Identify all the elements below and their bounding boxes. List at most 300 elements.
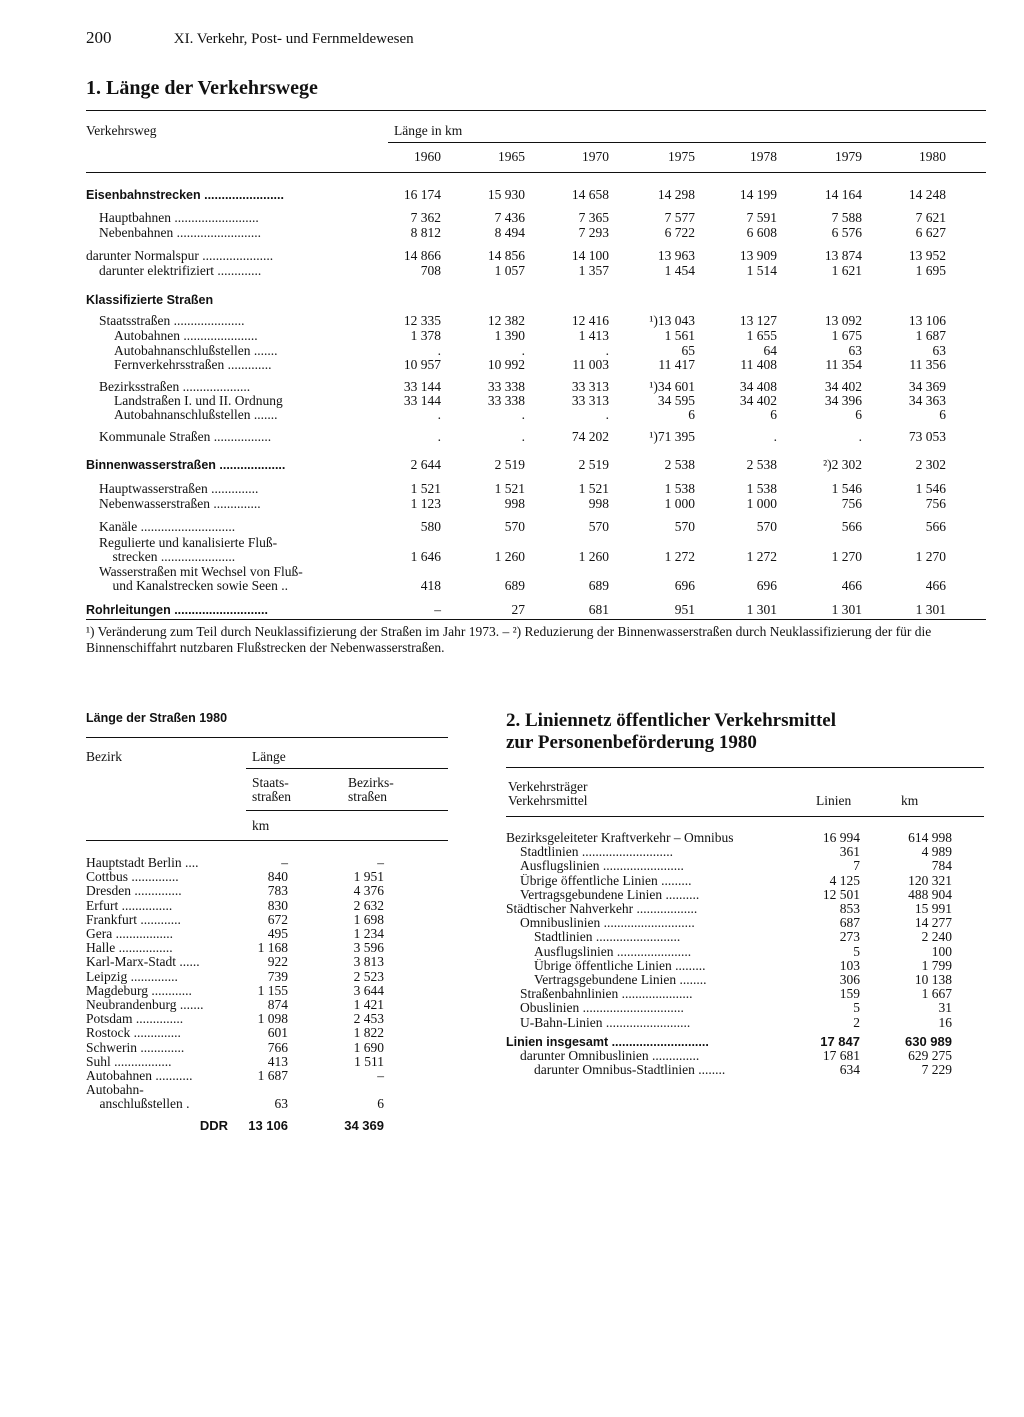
table1-footnote: ¹) Veränderung zum Teil durch Neuklassifizierung der Straßen im Jahr 1973. – ²) Reduzierung der Binnenwasserstraßen durch Neuklassifizierung der für die Binnenschiffahrt nutzbaren Flußstrecken der Nebenwasserstraßen. [86,624,932,655]
year-header: 1979 [835,149,862,164]
cell-value: 1 272 [746,549,777,564]
cell-value: 1 357 [578,263,609,278]
road-table-header-rule [86,840,448,841]
cell-value: 13 952 [908,248,946,263]
cell-value: 15 930 [487,187,525,202]
lines-value: 159 [839,986,860,1002]
cell-value: 7 365 [578,210,609,225]
lines-value: 2 [853,1014,860,1030]
cell-value: 63 [932,343,946,358]
row-label: Straßenbahnlinien ..................... [520,987,693,1002]
staatsstrassen-value: 63 [274,1096,288,1112]
bezirksstrassen-value: 6 [377,1096,384,1112]
cell-value: 14 248 [908,187,946,202]
district-label: Dresden .............. [86,884,182,899]
cell-value: 580 [420,519,441,534]
district-label: Potsdam .............. [86,1012,184,1027]
section-label: Eisenbahnstrecken ....................... [86,188,284,202]
row-label: darunter Normalspur ..................... [86,249,274,263]
cell-value: . [858,429,862,444]
cell-value: 33 144 [403,379,441,394]
row-label: darunter Omnibuslinien .............. [520,1048,700,1063]
cell-value: . [521,429,525,444]
km-value: 1 667 [921,986,952,1002]
cell-value: 1 675 [831,328,862,343]
cell-value: 2 519 [578,457,609,472]
cell-value: 1 514 [746,263,777,278]
cell-value: 1 646 [410,549,441,564]
cell-value: 7 577 [664,210,695,225]
cell-value: 12 335 [403,313,441,328]
row-label: Bezirksgeleiteter Kraftverkehr – Omnibus [506,831,734,845]
table1-title: 1. Länge der Verkehrswege [86,77,318,99]
district-label: Frankfurt ............ [86,912,181,927]
bezirksstrassen-value: 3 813 [353,954,384,970]
cell-value: 1 123 [410,496,441,511]
col-header-linien: Linien [816,793,852,808]
row-label: darunter Omnibus-Stadtlinien ........ [534,1062,726,1077]
cell-value: 6 [855,407,862,422]
district-label: Halle ................ [86,941,173,956]
row-label: Vertragsgebundene Linien ........ [534,973,707,987]
row-label: Stadtlinien ......................... [534,930,681,945]
cell-value: 14 100 [571,248,609,263]
km-value: 784 [931,858,952,874]
cell-value: 1 561 [664,328,695,343]
row-label: Wasserstraßen mit Wechsel von Fluß- und Kanalstrecken sowie Seen .. [99,565,303,593]
cell-value: 34 402 [824,379,862,394]
cell-value: 756 [925,496,946,511]
row-label: Obuslinien .............................. [520,1001,684,1016]
row-label: Kanäle ............................ [99,520,236,534]
district-label: Neubrandenburg ....... [86,998,204,1012]
row-label: Fernverkehrsstraßen ............. [114,358,272,372]
cell-value: 34 402 [739,393,777,408]
road-table-sub-rule [246,768,448,769]
km-value: 120 321 [908,872,952,888]
cell-value: 566 [841,519,862,534]
cell-value: 1 521 [410,481,441,496]
km-value: 7 229 [921,1062,952,1077]
cell-value: 2 519 [494,457,525,472]
bezirksstrassen-value: 1 698 [353,911,384,927]
col-header-verkehrsweg: Verkehrsweg [86,123,157,138]
cell-value: . [605,407,609,422]
year-header: 1975 [668,149,695,164]
cell-value: ¹)34 601 [649,379,695,394]
lines-value: 306 [839,972,860,987]
cell-value: 13 092 [824,313,862,328]
cell-value: 570 [504,519,525,534]
bezirksstrassen-value: 2 632 [353,897,384,913]
district-label: Autobahnen ........... [86,1069,193,1083]
bezirksstrassen-value: 3 644 [353,982,384,998]
km-value: 2 240 [921,929,952,945]
bezirksstrassen-value: 1 511 [354,1053,384,1069]
km-value: 488 904 [908,886,952,902]
staatsstrassen-value: 766 [267,1039,288,1055]
cell-value: 74 202 [571,429,609,444]
cell-value: 11 356 [909,357,946,372]
total-lines: 17 847 [820,1034,860,1049]
cell-value: 65 [681,343,695,358]
cell-value: 2 644 [410,457,441,472]
cell-value: 418 [420,578,441,593]
cell-value: 570 [588,519,609,534]
col-header-km: km [252,818,270,833]
cell-value: 14 164 [824,187,862,202]
cell-value: 2 538 [746,457,777,472]
cell-value: 570 [674,519,695,534]
total-label: Linien insgesamt ............................ [506,1035,709,1049]
bezirksstrassen-value: 1 234 [353,926,384,941]
cell-value: 689 [504,578,525,593]
table1-header-rule [86,172,986,173]
bezirksstrassen-value: – [377,855,384,870]
lines-value: 687 [839,915,860,931]
cell-value: 14 866 [403,248,441,263]
cell-value: . [521,343,525,358]
lines-value: 7 [853,858,860,874]
row-label: darunter elektrifiziert ............. [99,264,262,278]
page-number: 200 [86,28,112,47]
cell-value: 8 494 [494,225,525,240]
km-value: 100 [931,943,952,959]
cell-value: 1 301 [915,602,946,617]
cell-value: – [434,602,441,617]
row-label: Kommunale Straßen ................. [99,430,272,444]
row-label: Regulierte und kanalisierte Fluß- strecken ...................... [99,536,278,564]
bezirksstrassen-value: 1 951 [353,869,384,885]
cell-value: 951 [674,602,695,617]
col-header-laenge: Länge [252,749,286,764]
lines-value: 17 681 [822,1048,860,1063]
cell-value: 13 909 [739,248,777,263]
district-label: Magdeburg ............ [86,983,192,998]
cell-value: 11 003 [572,357,609,372]
cell-value: 466 [841,578,862,593]
row-label: Städtischer Nahverkehr .................. [506,902,698,916]
cell-value: 33 313 [571,393,609,408]
cell-value: 13 963 [657,248,695,263]
cell-value: 27 [511,602,525,617]
staatsstrassen-value: 1 168 [257,940,288,956]
cell-value: 14 658 [571,187,609,202]
cell-value: 16 174 [403,187,441,202]
page-header [86,28,414,48]
km-value: 15 991 [914,901,952,916]
year-header: 1965 [498,149,525,164]
cell-value: 10 957 [403,357,441,372]
total-bezirksstrassen: 34 369 [344,1118,384,1133]
staatsstrassen-value: 1 687 [257,1068,288,1083]
cell-value: . [773,429,777,444]
table2-title: 2. Liniennetz öffentlicher Verkehrsmittel zur Personenbeförderung 1980 [506,710,836,753]
cell-value: 1 272 [664,549,695,564]
cell-value: 6 722 [664,225,695,240]
cell-value: 33 144 [403,393,441,408]
cell-value: . [437,407,441,422]
road-table-title: Länge der Straßen 1980 [86,711,228,725]
cell-value: 570 [756,519,777,534]
cell-value: 2 538 [664,457,695,472]
lines-value: 5 [853,943,860,959]
road-table-unit-rule [246,810,448,811]
total-km: 630 989 [905,1034,952,1049]
cell-value: 1 521 [578,481,609,496]
year-header: 1978 [750,149,777,164]
staatsstrassen-value: 739 [267,968,288,984]
cell-value: 33 338 [487,393,525,408]
row-label: Stadtlinien ........................... [520,845,673,860]
col-header-verkehrstraeger: Verkehrsträger Verkehrsmittel [508,779,588,808]
cell-value: ²)2 302 [823,457,862,472]
cell-value: . [521,407,525,422]
cell-value: 689 [588,578,609,593]
cell-value: 1 260 [578,549,609,564]
table1-top-rule [86,110,986,111]
table1-bottom-rule [86,619,986,620]
cell-value: 34 363 [908,393,946,408]
cell-value: 7 362 [410,210,441,225]
cell-value: 11 417 [658,357,695,372]
staatsstrassen-value: – [281,855,288,870]
cell-value: 1 538 [664,481,695,496]
cell-value: 6 [770,407,777,422]
row-label: Omnibuslinien ........................... [520,916,695,931]
cell-value: 1 000 [664,496,695,511]
row-label: Landstraßen I. und II. Ordnung [114,394,283,408]
cell-value: 696 [756,578,777,593]
year-header: 1970 [582,149,609,164]
cell-value: 998 [588,496,609,511]
cell-value: 8 812 [410,225,441,240]
bezirksstrassen-value: 1 822 [353,1025,384,1041]
row-label: Autobahnen ...................... [114,329,258,343]
row-label: Übrige öffentliche Linien ......... [520,873,692,888]
cell-value: 13 106 [908,313,946,328]
cell-value: 1 270 [831,549,862,564]
km-value: 629 275 [908,1048,952,1063]
row-label: Übrige öffentliche Linien ......... [534,958,706,973]
cell-value: 63 [848,343,862,358]
cell-value: 13 127 [739,313,777,328]
row-label: Staatsstraßen ..................... [99,314,245,328]
cell-value: 64 [763,343,777,358]
district-label: Gera ................. [86,927,173,941]
cell-value: 1 270 [915,549,946,564]
cell-value: 708 [420,263,441,278]
cell-value: 12 416 [571,313,609,328]
cell-value: 1 546 [915,481,946,496]
cell-value: . [605,343,609,358]
row-label: Ausflugslinien ........................ [520,859,684,874]
district-label: Hauptstadt Berlin .... [86,856,199,870]
staatsstrassen-value: 495 [267,926,288,941]
year-header: 1960 [414,149,441,164]
cell-value: 12 382 [487,313,525,328]
col-header-bezirk: Bezirk [86,749,122,764]
cell-value: 6 [939,407,946,422]
cell-value: 6 [688,407,695,422]
km-value: 31 [938,1000,952,1016]
cell-value: 1 301 [746,602,777,617]
cell-value: 2 302 [915,457,946,472]
lines-value: 361 [839,844,860,860]
lines-value: 16 994 [822,830,860,845]
cell-value: 1 521 [494,481,525,496]
cell-value: 33 313 [571,379,609,394]
row-label: Hauptwasserstraßen .............. [99,482,259,496]
cell-value: 11 408 [740,357,777,372]
table1-sub-rule [388,142,986,143]
lines-value: 853 [839,901,860,916]
lines-value: 103 [839,957,860,973]
cell-value: 7 436 [494,210,525,225]
cell-value: . [437,343,441,358]
staatsstrassen-value: 840 [267,869,288,885]
bezirksstrassen-value: 4 376 [353,883,384,899]
km-value: 1 799 [921,957,952,973]
cell-value: 1 057 [494,263,525,278]
district-label: Schwerin ............. [86,1040,185,1055]
cell-value: 696 [674,578,695,593]
staatsstrassen-value: 874 [267,997,288,1012]
district-label: Karl-Marx-Stadt ...... [86,955,200,970]
row-label: Autobahnanschlußstellen ....... [114,344,278,358]
cell-value: 1 687 [915,328,946,343]
cell-value: . [437,429,441,444]
cell-value: 1 378 [410,328,441,343]
cell-value: 1 454 [664,263,695,278]
staatsstrassen-value: 1 098 [257,1011,288,1027]
cell-value: 1 413 [578,328,609,343]
bezirksstrassen-value: 3 596 [353,940,384,956]
cell-value: 566 [925,519,946,534]
bezirksstrassen-value: 1 690 [353,1039,384,1055]
cell-value: 34 396 [824,393,862,408]
bezirksstrassen-value: – [377,1068,384,1083]
staatsstrassen-value: 922 [267,954,288,970]
district-label: Suhl ................. [86,1054,172,1069]
km-value: 614 998 [908,830,952,845]
district-label: Cottbus .............. [86,870,179,885]
road-table-top-rule [86,737,448,738]
cell-value: 1 538 [746,481,777,496]
cell-value: 7 591 [746,210,777,225]
cell-value: 11 354 [825,357,862,372]
district-label: Rostock .............. [86,1026,181,1041]
table2-header-rule [506,816,984,817]
lines-value: 12 501 [822,886,860,902]
cell-value: 6 608 [746,225,777,240]
cell-value: 34 408 [739,379,777,394]
cell-value: 998 [504,496,525,511]
total-label: DDR [199,1118,228,1133]
lines-value: 5 [853,1000,860,1016]
total-staatsstrassen: 13 106 [248,1118,288,1133]
row-label: Vertragsgebundene Linien .......... [520,887,700,902]
section-label: Rohrleitungen ........................... [86,603,268,617]
row-label: U-Bahn-Linien ......................... [520,1015,691,1030]
cell-value: 1 260 [494,549,525,564]
cell-value: 14 199 [739,187,777,202]
row-label: Hauptbahnen ......................... [99,211,259,225]
cell-value: 7 293 [578,225,609,240]
row-label: Autobahnanschlußstellen ....... [114,408,278,422]
cell-value: 1 000 [746,496,777,511]
row-label: Bezirksstraßen .................... [99,380,251,394]
lines-value: 273 [839,929,860,945]
cell-value: 6 627 [915,225,946,240]
staatsstrassen-value: 672 [267,911,288,927]
cell-value: 756 [841,496,862,511]
km-value: 10 138 [914,972,952,987]
staatsstrassen-value: 1 155 [257,982,288,998]
cell-value: 14 298 [657,187,695,202]
staatsstrassen-value: 783 [267,883,288,899]
row-label: Nebenwasserstraßen .............. [99,497,261,511]
cell-value: 6 576 [831,225,862,240]
table2-top-rule [506,767,984,768]
row-label: Nebenbahnen ......................... [99,226,261,240]
col-header-bezirksstrassen: Bezirks- straßen [348,775,394,804]
cell-value: 466 [925,578,946,593]
bezirksstrassen-value: 2 523 [353,968,384,984]
lines-value: 634 [839,1062,860,1077]
col-header-km: km [901,793,919,808]
cell-value: 33 338 [487,379,525,394]
cell-value: 34 595 [657,393,695,408]
cell-value: 73 053 [908,429,946,444]
district-label: Autobahn- anschlußstellen . [86,1082,190,1112]
staatsstrassen-value: 413 [267,1053,288,1069]
col-header-length: Länge in km [394,123,463,138]
cell-value: 13 874 [824,248,862,263]
cell-value: 1 301 [831,602,862,617]
km-value: 14 277 [914,915,952,931]
cell-value: ¹)71 395 [649,429,695,444]
col-header-staatsstrassen: Staats- straßen [252,775,291,804]
row-label: Ausflugslinien ...................... [534,944,692,959]
staatsstrassen-value: 830 [267,897,288,913]
cell-value: 7 621 [915,210,946,225]
cell-value: 7 588 [831,210,862,225]
chapter-title: XI. Verkehr, Post- und Fernmeldewesen [173,31,414,47]
staatsstrassen-value: 601 [267,1025,288,1041]
district-label: Erfurt ............... [86,898,173,913]
district-label: Leipzig .............. [86,969,178,984]
lines-value: 4 125 [829,872,860,888]
cell-value: 14 856 [487,248,525,263]
cell-value: 34 369 [908,379,946,394]
section-label: Klassifizierte Straßen [86,293,214,307]
km-value: 16 [938,1014,952,1030]
cell-value: 1 546 [831,481,862,496]
cell-value: 1 390 [494,328,525,343]
cell-value: 10 992 [487,357,525,372]
km-value: 4 989 [921,844,952,860]
cell-value: ¹)13 043 [649,313,695,328]
cell-value: 681 [588,602,609,617]
cell-value: 1 695 [915,263,946,278]
section-label: Binnenwasserstraßen ................... [86,458,286,472]
cell-value: 1 621 [831,263,862,278]
bezirksstrassen-value: 2 453 [353,1011,384,1027]
cell-value: 1 655 [746,328,777,343]
bezirksstrassen-value: 1 421 [353,997,384,1012]
year-header: 1980 [919,149,946,164]
